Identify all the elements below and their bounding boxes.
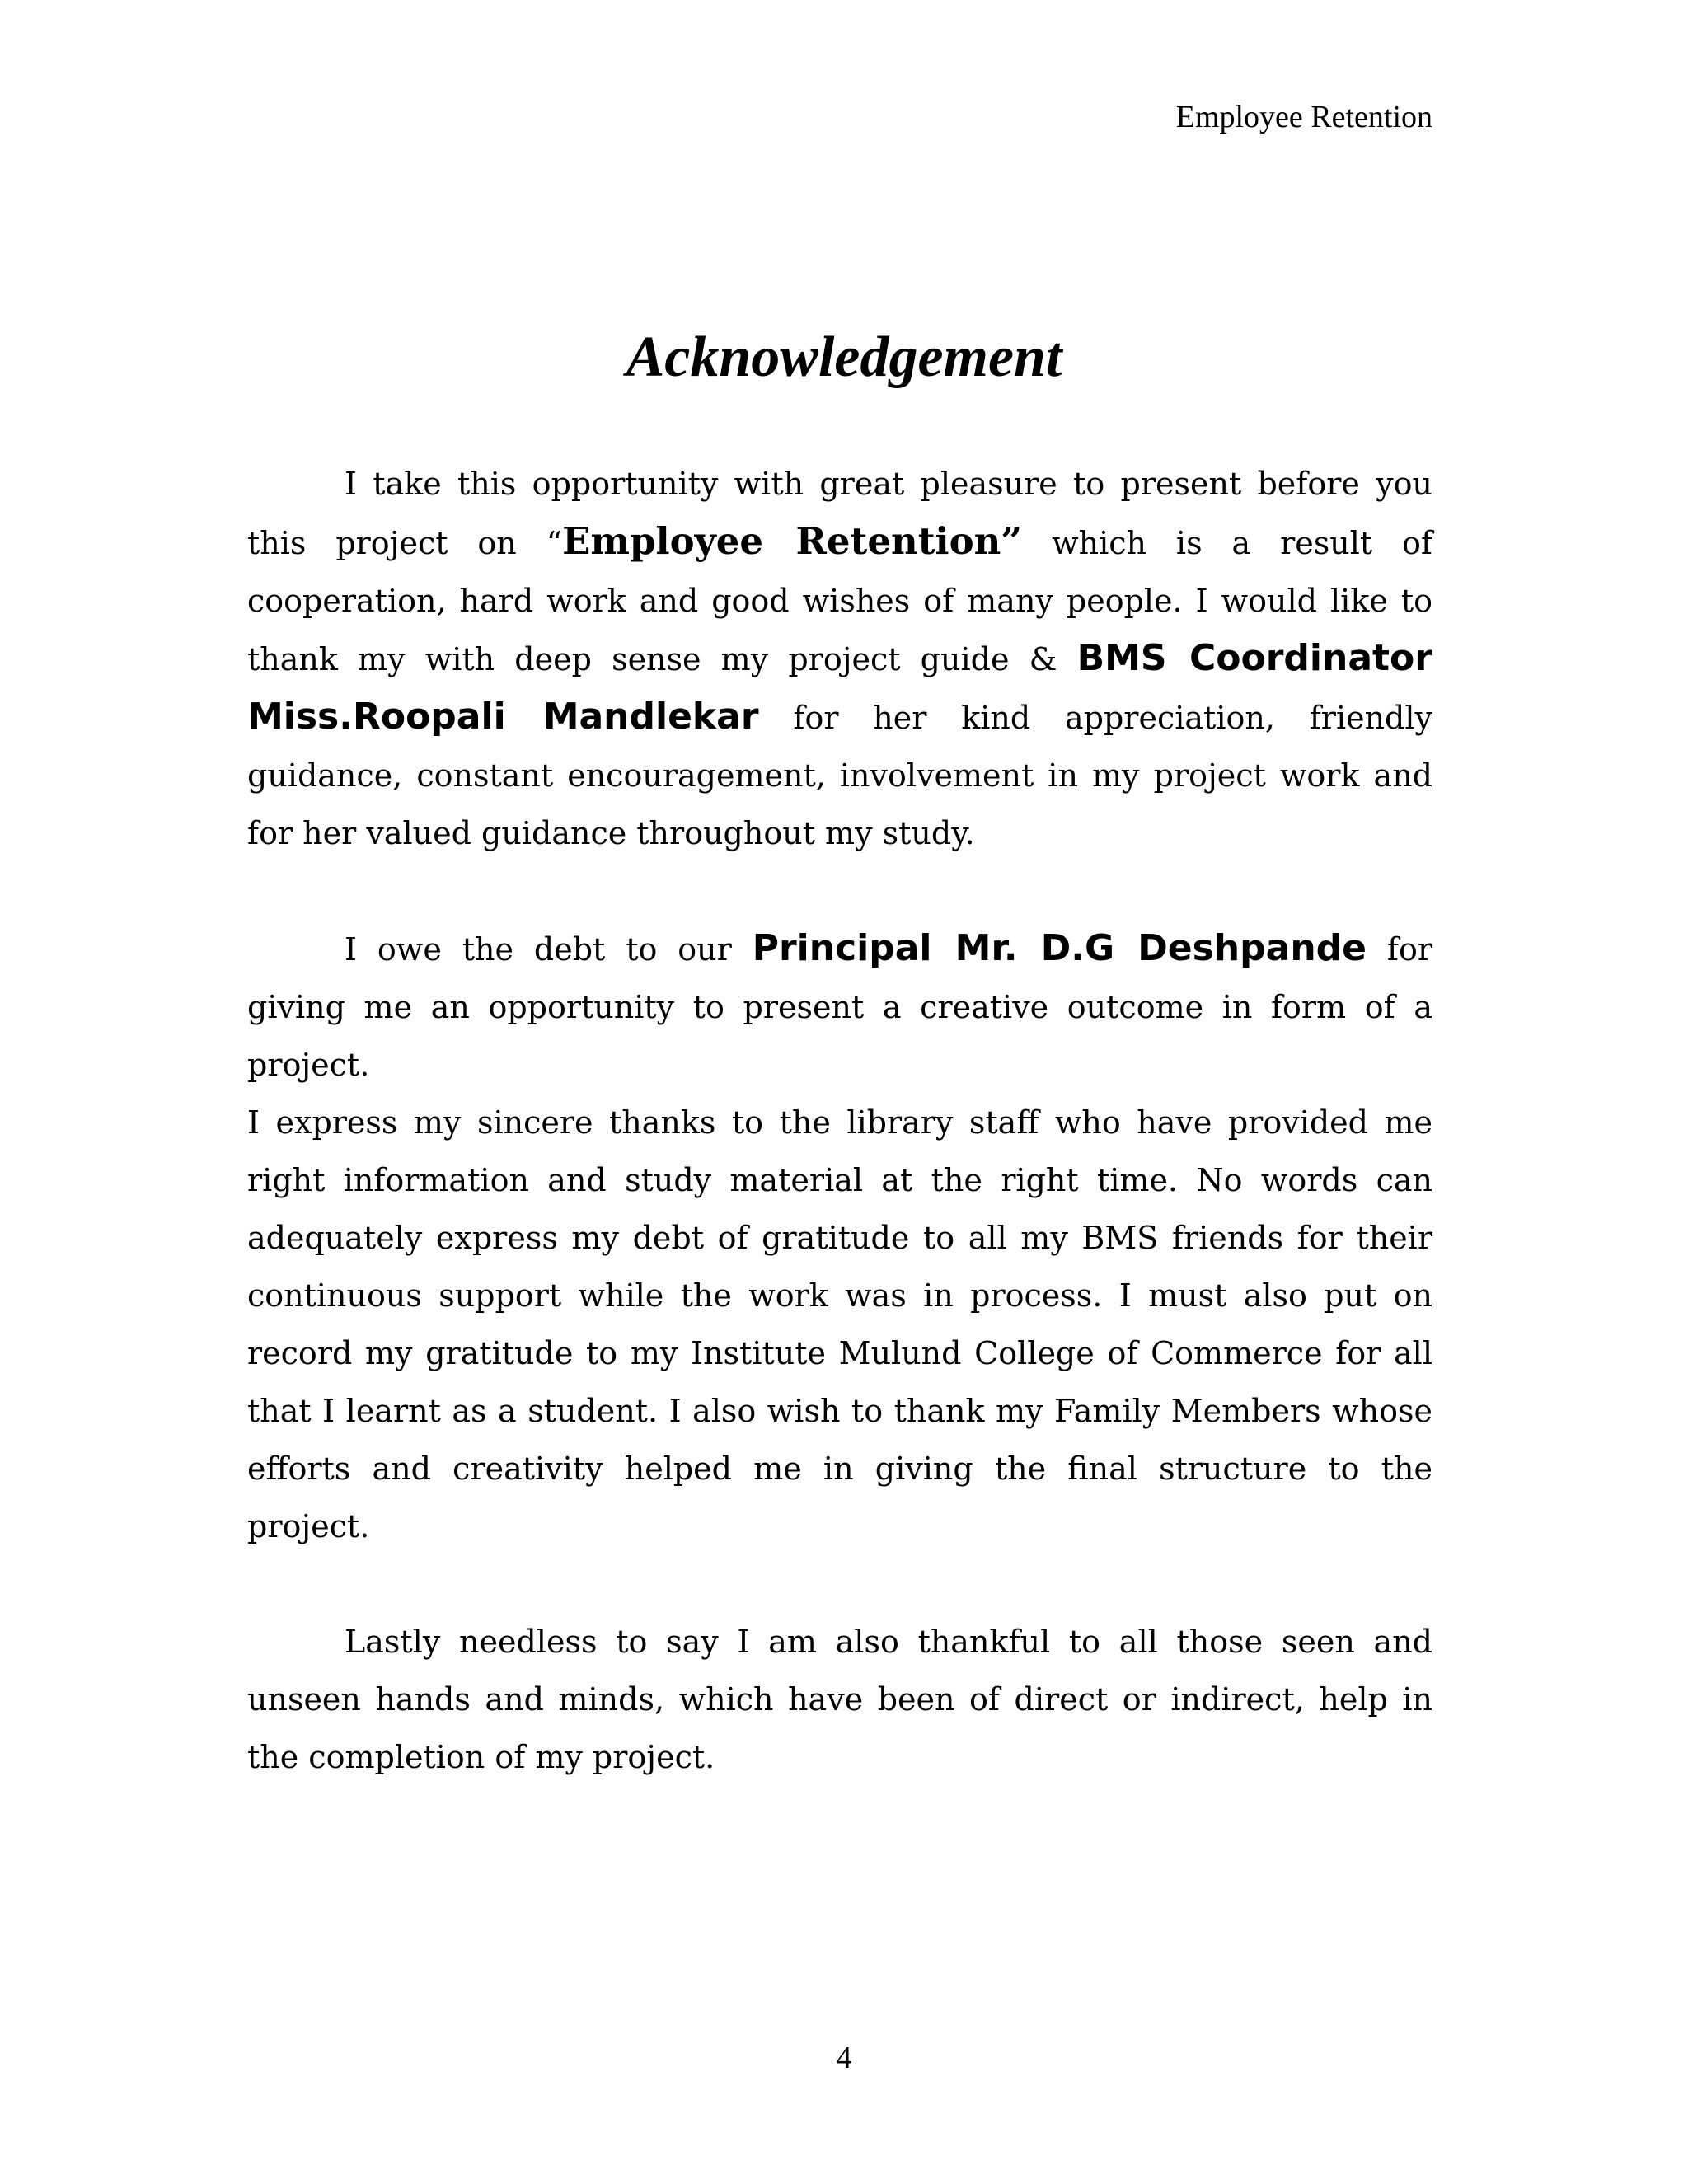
paragraph-spacer [247, 862, 1432, 920]
intro-text-2: which is a result of cooperation, hard work and good wishes of many people. I would like to thank my with deep sense my project guide & [247, 525, 1432, 677]
guide-name-emphasis: BMS Coordinator Miss.Roopali Mandlekar [247, 637, 1432, 738]
page-number: 4 [836, 2041, 852, 2075]
running-header: Employee Retention [1175, 100, 1432, 134]
intro-text-3: for her kind appreciation, friendly guidance, constant encouragement, involvement in my project work and for her valued guidance throughout my study. [247, 700, 1433, 851]
principal-text-2: for giving me an opportunity to present a creative outcome in form of a project. [247, 931, 1433, 1083]
paragraph-closing: Lastly needless to say I am also thankful to all those seen and unseen hands and minds, which have been of direct or indirect, help in the completion of my project. [247, 1624, 1432, 1775]
principal-text-1: I owe the debt to our [345, 931, 753, 968]
intro-text-1: I take this opportunity with great pleasure to present before you this project on “ [247, 466, 1432, 561]
principal-name-emphasis: Principal Mr. D.G Deshpande [752, 927, 1367, 969]
paragraph-principal [247, 920, 1432, 1094]
project-name-emphasis: Employee Retention” [562, 519, 1023, 563]
paragraph-intro [247, 455, 1432, 862]
paragraph-thanks: I express my sincere thanks to the library staff who have provided me right information and study material at the right time. No words can adequately express my debt of gratitude to all my BMS friends for their continuous support while the work was in process. I must also put on record my gratitude to my Institute Mulund College of Commerce for all that I learnt as a student. I also wish to thank my Family Members whose efforts and creativity helped me in giving the final structure to the project. [247, 1104, 1432, 1544]
paragraph-spacer [247, 1555, 1432, 1613]
acknowledgement-body [247, 455, 1432, 1786]
page-title: Acknowledgement [626, 326, 1062, 389]
